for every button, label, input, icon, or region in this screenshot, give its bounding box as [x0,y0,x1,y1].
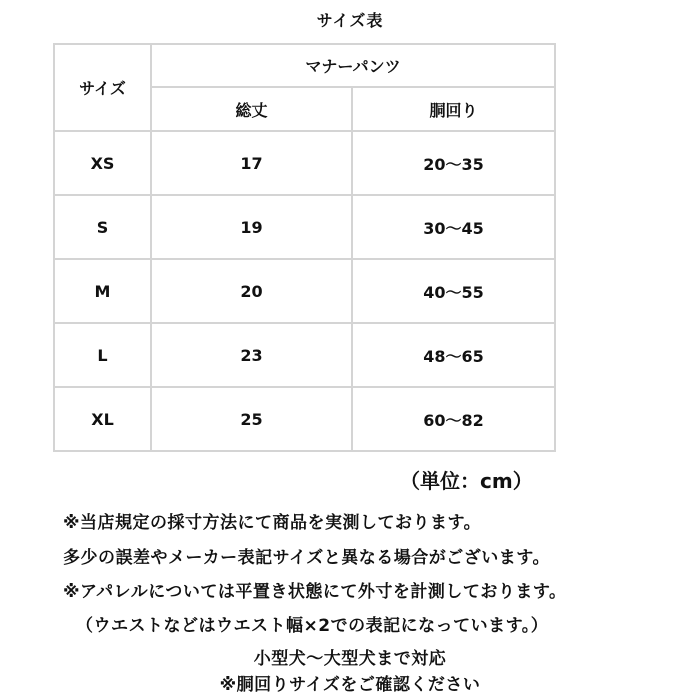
length-cell: 20 [151,259,352,323]
page-title: サイズ表 [316,11,384,30]
table-row [54,323,555,387]
waist-cell: 48～65 [352,323,555,387]
length-column-header: 総丈 [151,87,352,131]
table-row [54,131,555,195]
waist-cell: 20～35 [352,131,555,195]
note-waist-width: （ウエストなどはウエスト幅×2での表記になっています。） [76,616,549,636]
note-measurement-method: ※当店規定の採寸方法にて商品を実測しております。 [63,513,482,533]
size-table [53,43,556,452]
length-cell: 23 [151,323,352,387]
note-dog-sizes: 小型犬～大型犬まで対応 [253,649,447,669]
table-row [54,259,555,323]
waist-cell: 60～82 [352,387,555,451]
note-check-waist: ※胴回りサイズをご確認ください [219,675,481,695]
product-group-header: マナーパンツ [151,44,555,87]
length-cell: 19 [151,195,352,259]
unit-note: （単位：cm） [400,469,533,493]
size-cell: L [54,323,151,387]
table-row [54,387,555,451]
size-cell: S [54,195,151,259]
size-cell: XL [54,387,151,451]
waist-column-header: 胴回り [352,87,555,131]
size-column-header: サイズ [54,44,151,131]
waist-cell: 30～45 [352,195,555,259]
waist-cell: 40～55 [352,259,555,323]
table-header-row [54,44,555,87]
table-row [54,195,555,259]
length-cell: 25 [151,387,352,451]
note-flat-measurement: ※アパレルについては平置き状態にて外寸を計測しております。 [63,582,567,602]
note-tolerance: 多少の誤差やメーカー表記サイズと異なる場合がございます。 [63,548,550,568]
size-cell: XS [54,131,151,195]
size-cell: M [54,259,151,323]
length-cell: 17 [151,131,352,195]
